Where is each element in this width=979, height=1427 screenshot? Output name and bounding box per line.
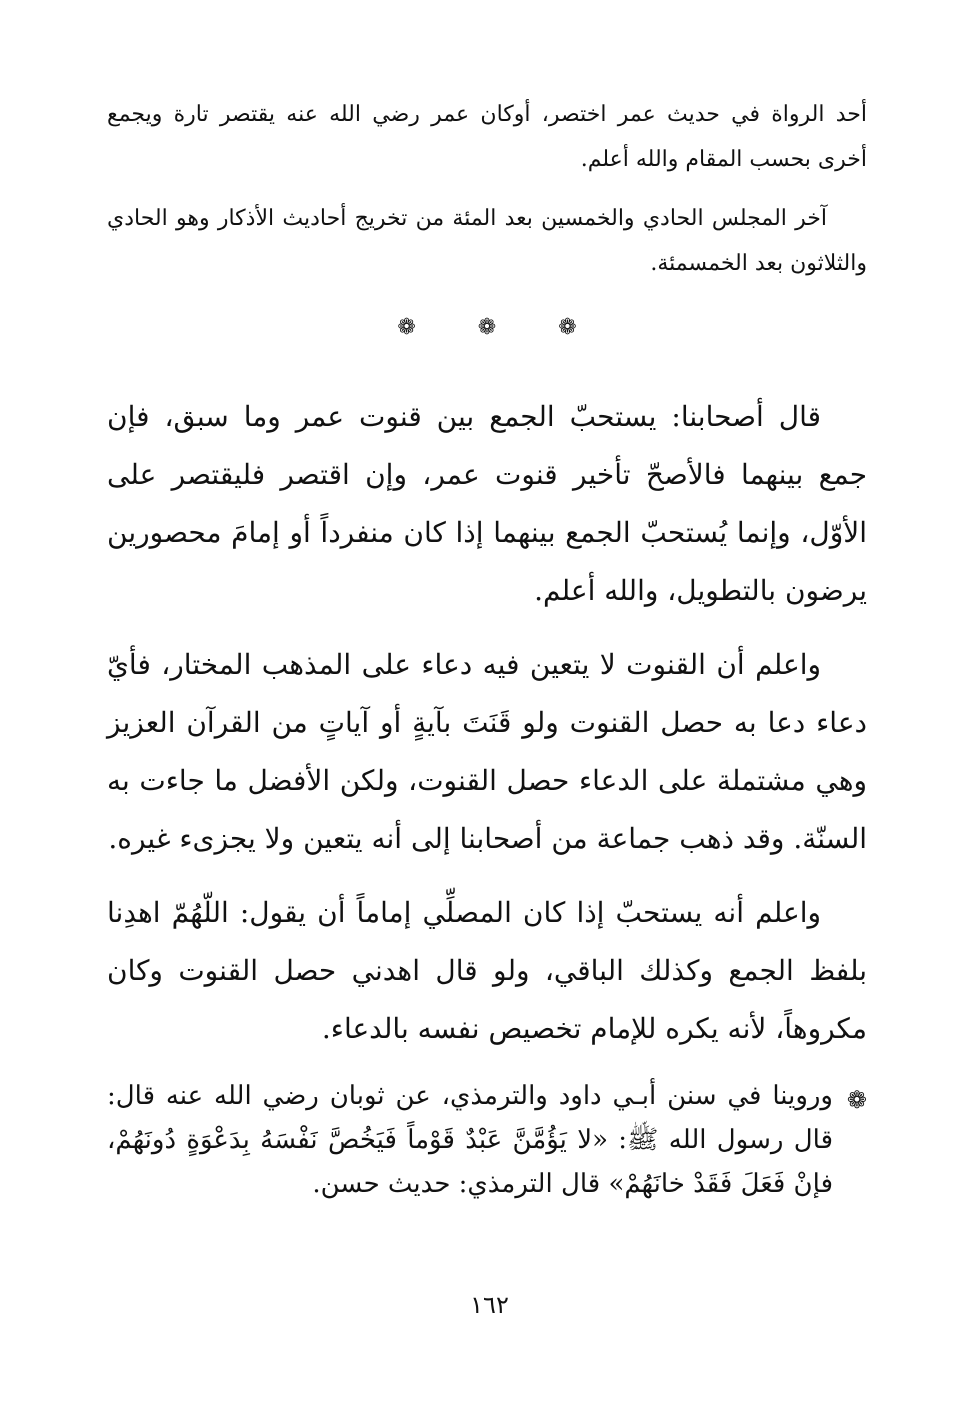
separator-star-icon: ❁ [477,315,497,340]
footnote-section [107,92,867,286]
hadith-paragraph [107,1074,867,1206]
footnote-paragraph-1: أحد الرواة في حديث عمر اختصر، أوكان عمر رضي الله عنه يقتصر تارة ويجمع أخرى بحسب المقام والله أعلم. [107,102,867,172]
body-paragraph-1: قال أصحابنا: يستحبّ الجمع بين قنوت عمر وما سبق، فإن جمع بينهما فالأصحّ تأخير قنوت عمر، وإن اقتصر فليقتصر على الأوّل، وإنما يُستحبّ الجمع بينهما إذا كان منفرداً أو إمامَ محصورين يرضون بالتطويل، والله أعلم. [107,400,867,607]
page-content [107,92,867,1206]
separator-star-icon: ❁ [558,315,577,340]
bullet-star-icon: ❁ [846,1086,867,1114]
footnote-paragraph-2: آخر المجلس الحادي والخمسين بعد المئة من تخريج أحاديث الأذكار وهو الحادي والثلاثون بعد الخمسمئة. [107,206,867,276]
separator-star-icon: ❁ [397,315,416,340]
page-number: ١٦٢ [470,1291,509,1319]
body-paragraph-4: وروينا في سنن أبـي داود والترمذي، عن ثوبان رضي الله عنه قال: قال رسول الله ﷺ: «لا يَؤُمَّنَّ عَبْدٌ قَوْماً فَيَخُصَّ نَفْسَهُ بِدَعْوَةٍ دُونَهُمْ، فإنْ فَعَلَ فَقَدْ خانَهُمْ» قال الترمذي: حديث حسن. [107,1081,833,1199]
main-text [107,388,867,1206]
body-paragraph-3: واعلم أنه يستحبّ إذا كان المصلِّي إماماً أن يقول: اللّهُمّ اهدِنا بلفظ الجمع وكذلك الباقي، ولو قال اهدني حصل القنوت وكان مكروهاً، لأنه يكره للإمام تخصيص نفسه بالدعاء. [107,896,868,1045]
section-separator [107,308,867,348]
body-paragraph-2: واعلم أن القنوت لا يتعين فيه دعاء على المذهب المختار، فأيّ دعاء دعا به حصل القنوت ولو قَنَتَ بآيةٍ أو آياتٍ من القرآن العزيز وهي مشتملة على الدعاء حصل القنوت، ولكن الأفضل ما جاءت به السنّة. وقد ذهب جماعة من أصحابنا إلى أنه يتعين ولا يجزىء غيره. [107,648,867,855]
